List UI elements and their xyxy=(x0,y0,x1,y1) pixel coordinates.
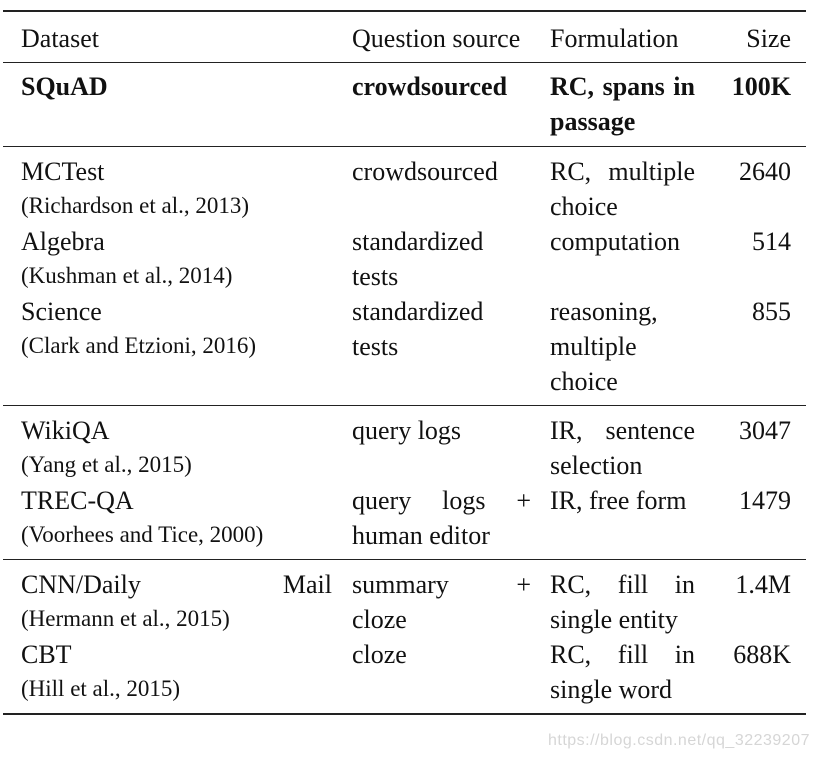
question-source-cell: standardized tests xyxy=(352,227,484,291)
header-formulation: Formulation xyxy=(550,24,679,53)
dataset-name: Science xyxy=(21,297,102,326)
squad-formulation: RC, spans in passage xyxy=(550,72,695,136)
table-row xyxy=(3,567,806,637)
table-row xyxy=(3,413,806,483)
table-row xyxy=(3,224,806,294)
dataset-citation: (Hermann et al., 2015) xyxy=(21,606,230,631)
dataset-name: Algebra xyxy=(21,227,105,256)
dataset-name: WikiQA xyxy=(21,416,110,445)
table-row xyxy=(3,637,806,707)
formulation-cell: computation xyxy=(550,227,680,256)
table-row xyxy=(3,483,806,553)
dataset-cell xyxy=(3,224,332,292)
squad-size: 100K xyxy=(731,72,791,101)
formulation-cell: reasoning, multiple choice xyxy=(550,297,658,396)
formulation-cell: IR, free form xyxy=(550,486,687,515)
dataset-cell xyxy=(3,637,332,705)
group-cloze xyxy=(3,560,806,713)
group-ir xyxy=(3,406,806,559)
group-reading-tests xyxy=(3,147,806,405)
watermark-text: https://blog.csdn.net/qq_32239207 xyxy=(547,732,810,749)
dataset-citation: (Hill et al., 2015) xyxy=(21,676,181,701)
squad-dataset: SQuAD xyxy=(21,72,108,101)
dataset-name: TREC-QA xyxy=(21,486,134,515)
dataset-citation: (Yang et al., 2015) xyxy=(21,452,192,477)
bottom-rule xyxy=(3,713,806,715)
formulation-cell: RC, multiple choice xyxy=(550,157,695,221)
header-question-source: Question source xyxy=(352,24,521,53)
dataset-cell xyxy=(3,483,332,551)
dataset-citation: (Kushman et al., 2014) xyxy=(21,263,233,288)
question-source-cell: cloze xyxy=(352,640,407,669)
size-cell: 855 xyxy=(752,297,791,326)
dataset-name: CNN/Daily Mail xyxy=(21,570,332,599)
dataset-cell xyxy=(3,567,332,635)
question-source-cell: query logs xyxy=(352,416,462,445)
size-cell: 3047 xyxy=(739,416,791,445)
dataset-comparison-table xyxy=(3,10,806,715)
dataset-cell xyxy=(3,154,332,222)
formulation-cell: IR, sentence selection xyxy=(550,416,695,480)
size-cell: 1.4M xyxy=(735,570,791,599)
formulation-cell: RC, fill in single word xyxy=(550,640,695,704)
dataset-cell xyxy=(3,294,332,362)
size-cell: 688K xyxy=(733,640,791,669)
question-source-cell: query logs + human editor xyxy=(352,486,531,550)
header-size: Size xyxy=(746,24,791,53)
question-source-cell: crowdsourced xyxy=(352,157,498,186)
dataset-name: MCTest xyxy=(21,157,105,186)
table-row xyxy=(3,294,806,399)
question-source-cell: summary + cloze xyxy=(352,570,531,634)
header-row xyxy=(3,12,806,62)
question-source-cell: standardized tests xyxy=(352,297,484,361)
formulation-cell: RC, fill in single entity xyxy=(550,570,695,634)
header-dataset: Dataset xyxy=(21,24,99,53)
dataset-citation: (Richardson et al., 2013) xyxy=(21,193,250,218)
table-row xyxy=(3,154,806,224)
size-cell: 2640 xyxy=(739,157,791,186)
size-cell: 1479 xyxy=(739,486,791,515)
squad-question-source: crowdsourced xyxy=(352,72,508,101)
dataset-citation: (Clark and Etzioni, 2016) xyxy=(21,333,257,358)
squad-row xyxy=(3,63,806,146)
size-cell: 514 xyxy=(752,227,791,256)
dataset-name: CBT xyxy=(21,640,72,669)
dataset-cell xyxy=(3,413,332,481)
dataset-citation: (Voorhees and Tice, 2000) xyxy=(21,522,264,547)
